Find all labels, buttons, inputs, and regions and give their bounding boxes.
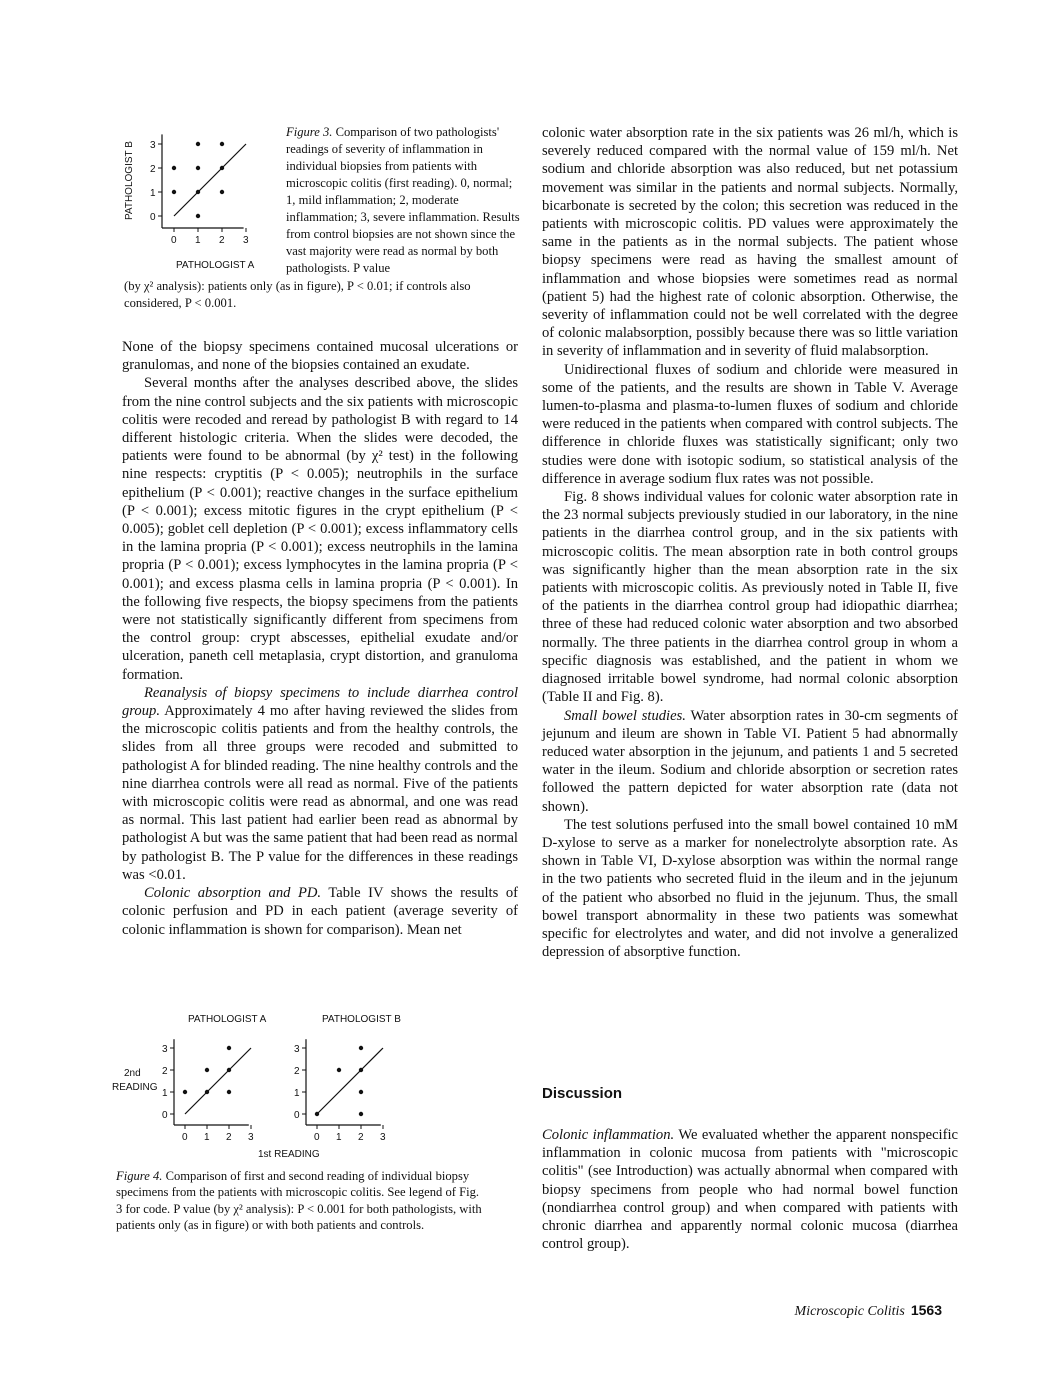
- identity-line: [174, 144, 246, 216]
- x-tick-label: 2: [358, 1132, 364, 1143]
- y-tick-label: 1: [150, 188, 156, 199]
- paragraph-title: Small bowel studies.: [564, 707, 686, 724]
- discussion-text: [542, 1126, 958, 1253]
- right-column: [542, 124, 958, 961]
- x-label: 1st READING: [258, 1149, 320, 1160]
- y-tick-label: 0: [150, 212, 156, 223]
- data-point: [183, 1090, 187, 1094]
- section-heading: Discussion: [542, 1085, 623, 1102]
- paragraph-body: Table IV shows the results of colonic perfusion and PD in each patient (average severity of colonic inflammation is shown for comparison). Mean net: [122, 885, 518, 938]
- figure-3-caption-text: Comparison of two pathologists' readings of severity of inflammation in individual biopsies from patients with microscopic colitis (first reading). 0, normal; 1, mild inflammation; 2, moderate inflammation; 3, severe inflammation. Results from control biopsies are not shown since the vast majority were read as normal by both pathologists. P value: [286, 125, 520, 275]
- data-point: [337, 1068, 341, 1072]
- data-point: [205, 1090, 209, 1094]
- data-point: [220, 190, 224, 194]
- x-tick-label: 1: [336, 1132, 342, 1143]
- data-point: [227, 1090, 231, 1094]
- figure-3: [114, 124, 524, 314]
- y-tick-label: 1: [162, 1088, 168, 1099]
- paragraph-body: Approximately 4 mo after having reviewed the slides from the microscopic colitis patients and from the healthy controls, the slides from all three groups were recoded and submitted to pathologist A for blinded reading. The nine healthy controls and the nine diarrhea controls were all read as normal. Five of the patients with microscopic colitis were read as abnormal, and one was read as normal. This last patient had earlier been read as abnormal by pathologist A but was the same patient that had been read as normal by pathologist B. The P value for the differences in these readings was <0.01.: [122, 703, 519, 883]
- panel-b-title: PATHOLOGIST B: [322, 1014, 401, 1025]
- paragraph-body: We evaluated whether the apparent nonspecific inflammation in colonic mucosa from patients with "microscopic colitis" (see Introduction) was actually abnormal when compared with biopsy specimens from people who had normal bowel function (nondiarrhea control group) and when compared with patients with chronic diarrhea and apparently normal colonic mucosa (diarrhea control group).: [542, 1127, 958, 1253]
- paragraph-title: Colonic absorption and PD.: [144, 885, 322, 902]
- paragraph: Unidirectional fluxes of sodium and chloride were measured in some of the patients, and the results are shown in Table V. Average lumen-to-plasma and plasma-to-lumen fluxes of sodium and chloride were reduced in the patients when compared with control subjects. The difference in chloride fluxes was statistically significant; only two studies were done with isotopic sodium, so statistical analysis of the difference in average sodium flux rates was not possible.: [542, 361, 958, 487]
- running-title: Microscopic Colitis: [794, 1304, 905, 1319]
- y-tick-label: 3: [150, 140, 156, 151]
- paragraph: Fig. 8 shows individual values for colonic water absorption rate in the 23 normal subjects previously studied in our laboratory, in the nine patients in the diarrhea control group, and in the six patients with microscopic colitis. The mean absorption rate in both control groups was significantly higher than the mean absorption rate in the six patients with microscopic colitis. As previously noted in Table II, five of the patients in the diarrhea control group had idiopathic diarrhea; three of these had reduced colonic water absorption and two absorbed normally. The three patients in the diarrhea control group in whom a specific diagnosis was established, and the patient in whom we diagnosed irritable bowel syndrome, had normal colonic absorption (Table II and Fig. 8).: [542, 489, 958, 706]
- data-point: [315, 1112, 319, 1116]
- paragraph: The test solutions perfused into the small bowel contained 10 mM D-xylose to serve as a marker for nonelectrolyte absorption rate. As shown in Table VI, D-xylose absorption was within the normal range in the two patients who secreted fluid in the ileum and in the jejunum of the patient who absorbed no fluid in the jejunum. Thus, the small bowel transport abnormality in these two patients was somewhat specific for electrolytes and water, and did not involve a generalized depression of absorptive function.: [542, 816, 958, 961]
- figure-3-chart: [114, 124, 284, 274]
- x-tick-label: 1: [204, 1132, 210, 1143]
- y-tick-label: 2: [162, 1066, 168, 1077]
- panel-a-title: PATHOLOGIST A: [188, 1014, 267, 1025]
- y-label-line2: READING: [112, 1082, 158, 1093]
- paragraph-body: Water absorption rates in 30-cm segments of jejunum and ileum are shown in Table VI. Patient 5 had abnormally reduced water absorption in the jejunum, and patients 1 and 5 secreted water in the ileum. Sodium and chloride absorption or secretion rates followed the pattern depicted for water absorption rate (data not shown).: [542, 707, 958, 815]
- data-point: [220, 166, 224, 170]
- paragraph: [122, 684, 518, 884]
- y-tick-label: 0: [294, 1110, 300, 1121]
- y-tick-label: 2: [294, 1066, 300, 1077]
- x-tick-label: 2: [219, 235, 225, 246]
- data-point: [196, 166, 200, 170]
- x-tick-label: 3: [248, 1132, 254, 1143]
- data-point: [172, 190, 176, 194]
- figure-4-caption: [116, 1168, 486, 1233]
- figure-3-caption: [286, 124, 524, 277]
- y-label-line1: 2nd: [124, 1068, 141, 1079]
- y-axis-label: PATHOLOGIST B: [124, 141, 135, 220]
- paragraph: Several months after the analyses described above, the slides from the nine control subjects and the six patients with microscopic colitis were recoded and reread by pathologist B with regard to 14 different histologic criteria. When the slides were decoded, the patients were found to be abnormal (by χ² test) in the following nine respects: cryptitis (P < 0.005); neutrophils in the surface epithelium (P < 0.001); reactive changes in the surface epithelium (P < 0.001); excess mitotic figures in the crypt epithelium (P < 0.005); goblet cell depletion (P < 0.001); excess inflammatory cells in the lamina propria (P < 0.001); excess neutrophils in the lamina propria (P < 0.001); excess lymphocytes in the lamina propria (P < 0.001); and excess plasma cells in lamina propria (P < 0.001). In the following five respects, the biopsy specimens from the patients were not statistically significantly different from specimens from the control group: crypt abscesses, epithelial exudate and/or ulceration, paneth cell metaplasia, crypt distortion, and granuloma formation.: [122, 375, 518, 683]
- figure-3-label: Figure 3.: [286, 125, 333, 139]
- identity-line: [317, 1048, 383, 1114]
- x-tick-label: 3: [243, 235, 249, 246]
- x-axis-label: PATHOLOGIST A: [176, 260, 255, 271]
- data-point: [227, 1046, 231, 1050]
- identity-line: [185, 1048, 251, 1114]
- data-point: [205, 1068, 209, 1072]
- y-tick-label: 3: [162, 1044, 168, 1055]
- y-tick-label: 0: [162, 1110, 168, 1121]
- x-tick-label: 0: [171, 235, 177, 246]
- paragraph: [542, 1126, 958, 1253]
- paragraph: [122, 884, 518, 939]
- x-tick-label: 0: [182, 1132, 188, 1143]
- paragraph: None of the biopsy specimens contained mucosal ulcerations or granulomas, and none of the biopsies contained an exudate.: [122, 339, 518, 374]
- paragraph-title: Colonic inflammation.: [542, 1127, 675, 1143]
- data-point: [227, 1068, 231, 1072]
- figure-4-chart: [110, 1010, 520, 1160]
- data-point: [359, 1112, 363, 1116]
- figure-4-caption-text: Comparison of first and second reading of individual biopsy specimens from the patients with microscopic colitis. See legend of Fig. 3 for code. P value (by χ² analysis): P < 0.001 for both pathologists, with patients only (as in figure) or with both patients and controls.: [116, 1169, 482, 1232]
- x-tick-label: 2: [226, 1132, 232, 1143]
- paragraph: colonic water absorption rate in the six patients was 26 ml/h, which is severely reduced compared with the normal value of 159 ml/h. Net sodium and chloride absorption was also reduced, but net potassium movement was similar in the patients and normal subjects. Normally, bicarbonate is secreted by the colon; this secretion was reduced in the patients with microscopic colitis. PD values were approximately the same in the patients as in the normal subjects. The patient whose biopsy specimens were read as having the smallest amount of inflammation and whose biopsies were sometimes read as normal (patient 5) had the highest rate of colonic absorption. Otherwise, the severity of inflammation could not be well correlated with the degree of colonic malabsorption, possibly because there was so little variation in severity of inflammation and in severity of fluid malabsorption.: [542, 125, 958, 360]
- left-column: [122, 338, 518, 939]
- paragraph-title: Reanalysis of biopsy specimens to include diarrhea control group.: [122, 684, 518, 720]
- page-footer: [795, 1302, 942, 1320]
- paragraph: [542, 707, 958, 816]
- data-point: [196, 190, 200, 194]
- figure-3-caption-cont: (by χ² analysis): patients only (as in figure), P < 0.01; if controls also considered, P < 0.001.: [124, 279, 471, 310]
- figure-4-label: Figure 4.: [116, 1169, 163, 1183]
- y-tick-label: 1: [294, 1088, 300, 1099]
- x-tick-label: 1: [195, 235, 201, 246]
- data-point: [196, 214, 200, 218]
- data-point: [359, 1090, 363, 1094]
- y-tick-label: 2: [150, 164, 156, 175]
- data-point: [196, 142, 200, 146]
- x-tick-label: 0: [314, 1132, 320, 1143]
- x-tick-label: 3: [380, 1132, 386, 1143]
- figure-4: [110, 1010, 520, 1160]
- y-tick-label: 3: [294, 1044, 300, 1055]
- data-point: [359, 1068, 363, 1072]
- data-point: [172, 166, 176, 170]
- data-point: [359, 1046, 363, 1050]
- page-number: 1563: [910, 1302, 942, 1318]
- data-point: [220, 142, 224, 146]
